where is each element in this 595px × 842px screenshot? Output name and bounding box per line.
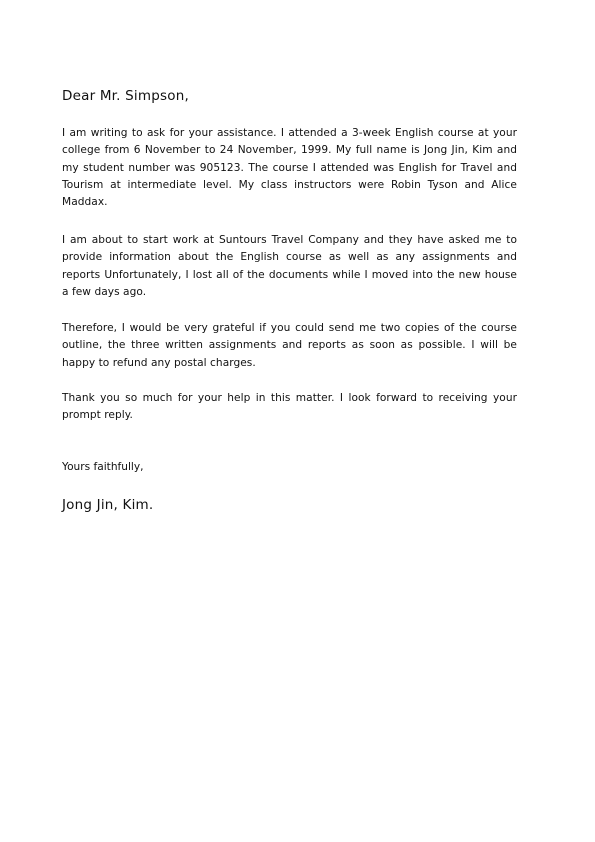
signature: Jong Jin, Kim. bbox=[62, 497, 154, 513]
paragraph-assistance-request: I am writing to ask for your assistance. I attended a 3-week English course at your college from 6 November to 24 November, 1999. My full name is Jong Jin, Kim and my student number was 905123. The course I attended was English for Travel and Tourism at intermediate level. My class instructors were Robin Tyson and Alice Maddax. bbox=[62, 127, 517, 209]
paragraph-lost-documents: I am about to start work at Suntours Travel Company and they have asked me to provide information about the English course as well as any assignments and reports Unfortunately, I lost all of the documents while I moved into the new house a few days ago. bbox=[62, 234, 517, 298]
paragraph-request-copies: Therefore, I would be very grateful if you could send me two copies of the course outline, the three written assignments and reports as soon as possible. I will be happy to refund any postal charges. bbox=[62, 322, 517, 369]
closing: Yours faithfully, bbox=[62, 461, 144, 473]
paragraph-thanks: Thank you so much for your help in this matter. I look forward to receiving your prompt reply. bbox=[62, 392, 517, 422]
salutation: Dear Mr. Simpson, bbox=[62, 88, 189, 104]
